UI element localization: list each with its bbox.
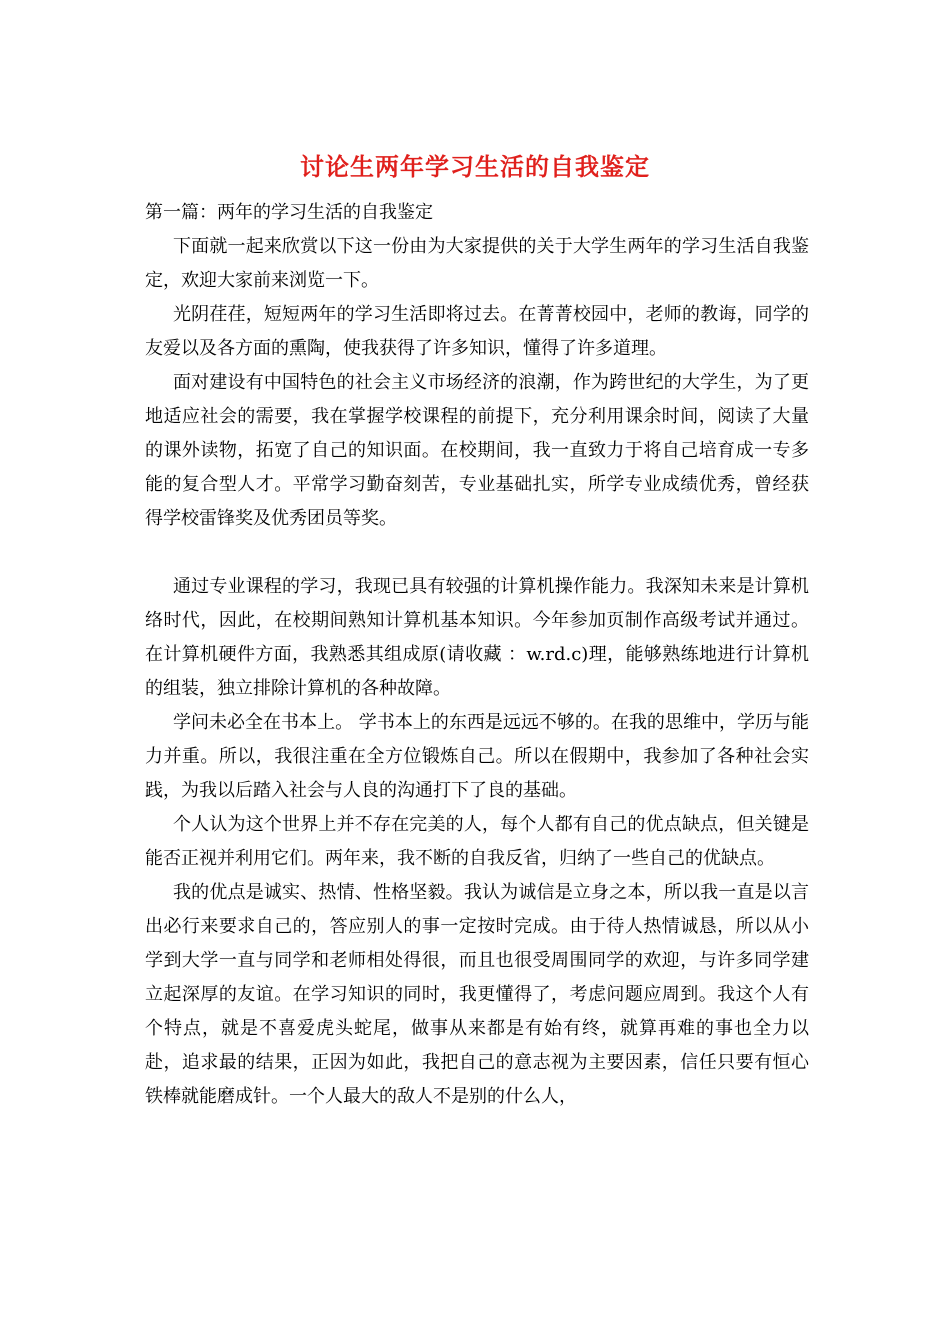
paragraph-time-passing: 光阴荏荏，短短两年的学习生活即将过去。在菁菁校园中，老师的教诲，同学的友爱以及各方面的熏陶，使我获得了许多知识，懂得了许多道理。 — [145, 304, 809, 359]
paragraph-intro: 下面就一起来欣赏以下这一份由为大家提供的关于大学生两年的学习生活自我鉴定，欢迎大家前来浏览一下。 — [145, 236, 809, 291]
document-title: 讨论生两年学习生活的自我鉴定 — [300, 152, 650, 181]
paragraph-study: 面对建设有中国特色的社会主义市场经济的浪潮，作为跨世纪的大学生，为了更地适应社会的需要，我在掌握学校课程的前提下，充分利用课余时间，阅读了大量的课外读物，拓宽了自己的知识面。在校期间，我一直致力于将自己培育成一专多能的复合型人才。平常学习勤奋刻苦，专业基础扎实，所学专业成绩优秀，曾经获得学校雷锋奖及优秀团员等奖。 — [145, 372, 809, 529]
paragraph-strengths: 我的优点是诚实、热情、性格坚毅。我认为诚信是立身之本，所以我一直是以言出必行来要求自己的，答应别人的事一定按时完成。由于待人热情诚恳，所以从小学到大学一直与同学和老师相处得很，而且也很受周围同学的欢迎，与许多同学建立起深厚的友谊。在学习知识的同时，我更懂得了，考虑问题应周到。我这个人有个特点，就是不喜爱虎头蛇尾，做事从来都是有始有终，就算再难的事也全力以赴，追求最的结果，正因为如此，我把自己的意志视为主要因素，信任只要有恒心铁棒就能磨成针。一个人最大的敌人不是别的什么人， — [145, 882, 809, 1107]
section-heading: 第一篇：两年的学习生活的自我鉴定 — [145, 202, 433, 223]
paragraph-computer-skills: 通过专业课程的学习，我现已具有较强的计算机操作能力。我深知未来是计算机络时代，因此，在校期间熟知计算机基本知识。今年参加页制作高级考试并通过。在计算机硬件方面，我熟悉其组成原(请收藏 ：w.rd.c)理，能够熟练地进行计算机的组装，独立排除计算机的各种故障。 — [145, 576, 809, 699]
document-body — [145, 196, 809, 1114]
paragraph-practice: 学问未必全在书本上。 学书本上的东西是远远不够的。在我的思维中，学历与能力并重。所以，我很注重在全方位锻炼自己。所以在假期中，我参加了各种社会实践，为我以后踏入社会与人良的沟通打下了良的基础。 — [145, 712, 809, 801]
paragraph-self-reflection: 个人认为这个世界上并不存在完美的人，每个人都有自己的优点缺点，但关键是能否正视并利用它们。两年来，我不断的自我反省，归纳了一些自己的优缺点。 — [145, 814, 809, 869]
paragraph-spacer — [145, 536, 809, 570]
